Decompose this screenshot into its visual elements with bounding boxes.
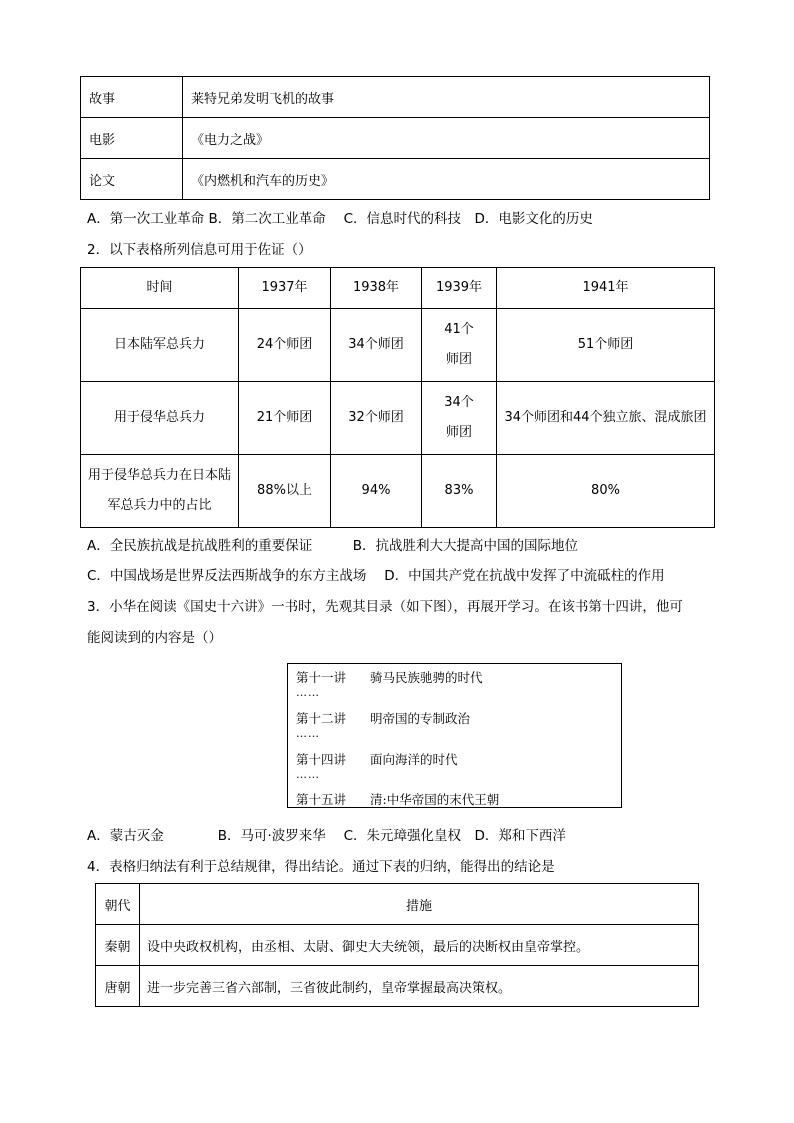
column-header: 措施 — [140, 884, 699, 925]
row-label: 用于侵华总兵力 — [81, 382, 239, 455]
q3-options: A．蒙古灭金 B．马可·波罗来华 C．朱元璋强化皇权 D．郑和下西洋 — [87, 828, 566, 844]
column-header: 1938年 — [331, 268, 422, 309]
row-label: 论文 — [81, 159, 183, 200]
toc-ellipsis: …… — [296, 727, 320, 740]
column-header: 1939年 — [422, 268, 497, 309]
q2-stem: 2．以下表格所列信息可用于佐证（） — [87, 242, 312, 258]
table-row — [81, 77, 710, 118]
table-row — [81, 309, 715, 382]
inventions-table — [80, 76, 710, 200]
table-row — [81, 455, 715, 528]
table-cell: 41个师团 — [422, 309, 497, 382]
column-header: 时间 — [81, 268, 239, 309]
row-label: 用于侵华总兵力在日本陆军总兵力中的占比 — [81, 455, 239, 528]
table-row — [96, 925, 699, 966]
table-cell: 24个师团 — [239, 309, 331, 382]
toc-entry: 第十一讲 骑马民族驰骋的时代 — [296, 670, 483, 685]
column-header: 朝代 — [96, 884, 140, 925]
dynasty-cell: 秦朝 — [96, 925, 140, 966]
table-cell: 83% — [422, 455, 497, 528]
q3-stem-line1: 3．小华在阅读《国史十六讲》一书时，先观其目录（如下图），再展开学习。在该书第十四讲，他可 — [87, 599, 683, 615]
table-cell: 94% — [331, 455, 422, 528]
q2-options-ab: A．全民族抗战是抗战胜利的重要保证 B．抗战胜利大大提高中国的国际地位 — [87, 538, 578, 554]
q3-stem-line2: 能阅读到的内容是（） — [87, 630, 222, 646]
row-label: 电影 — [81, 118, 183, 159]
toc-entry: 第十二讲 明帝国的专制政治 — [296, 711, 471, 726]
q4-stem: 4．表格归纳法有利于总结规律，得出结论。通过下表的归纳，能得出的结论是 — [87, 859, 555, 875]
row-content: 莱特兄弟发明飞机的故事 — [183, 77, 710, 118]
table-row — [81, 118, 710, 159]
row-content: 《电力之战》 — [183, 118, 710, 159]
table-header-row — [96, 884, 699, 925]
table-cell: 34个师团 — [331, 309, 422, 382]
table-cell: 34个师团和44个独立旅、混成旅团 — [497, 382, 715, 455]
toc-entry: 第十五讲 清:中华帝国的末代王朝 — [296, 792, 500, 807]
row-label: 日本陆军总兵力 — [81, 309, 239, 382]
table-of-contents — [287, 663, 622, 808]
table-header-row — [81, 268, 715, 309]
table-row — [81, 159, 710, 200]
toc-ellipsis: …… — [296, 768, 320, 781]
column-header: 1941年 — [497, 268, 715, 309]
troops-table — [80, 267, 715, 528]
table-cell: 80% — [497, 455, 715, 528]
toc-entry: 第十四讲 面向海洋的时代 — [296, 752, 458, 767]
table-cell: 51个师团 — [497, 309, 715, 382]
row-label: 故事 — [81, 77, 183, 118]
table-row — [81, 382, 715, 455]
table-cell: 32个师团 — [331, 382, 422, 455]
toc-ellipsis: …… — [296, 686, 320, 699]
measure-cell: 进一步完善三省六部制，三省彼此制约，皇帝掌握最高决策权。 — [140, 966, 699, 1007]
table-cell: 34个师团 — [422, 382, 497, 455]
table-cell: 88%以上 — [239, 455, 331, 528]
q2-options-cd: C．中国战场是世界反法西斯战争的东方主战场 D．中国共产党在抗战中发挥了中流砥柱的作用 — [87, 568, 665, 584]
measure-cell: 设中央政权机构，由丞相、太尉、御史大夫统领，最后的决断权由皇帝掌控。 — [140, 925, 699, 966]
table-cell: 21个师团 — [239, 382, 331, 455]
dynasty-table — [95, 883, 699, 1007]
dynasty-cell: 唐朝 — [96, 966, 140, 1007]
q1-options: A．第一次工业革命 B．第二次工业革命 C．信息时代的科技 D．电影文化的历史 — [87, 211, 593, 227]
column-header: 1937年 — [239, 268, 331, 309]
row-content: 《内燃机和汽车的历史》 — [183, 159, 710, 200]
table-row — [96, 966, 699, 1007]
